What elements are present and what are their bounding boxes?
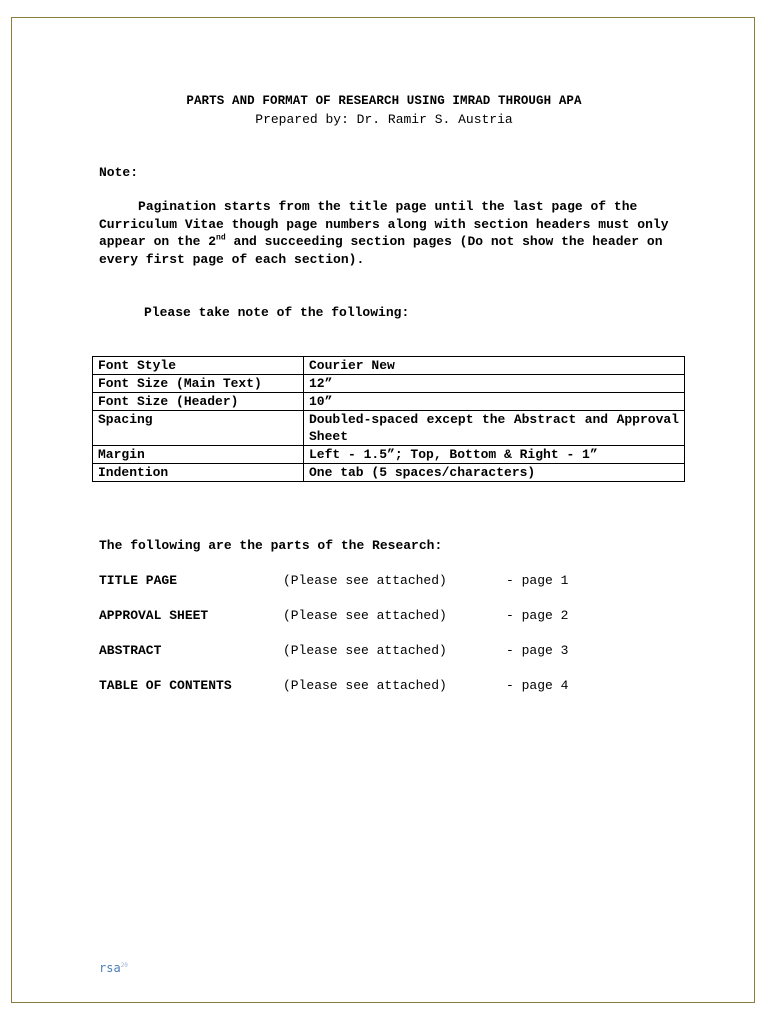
take-note-text: Please take note of the following: [144, 305, 410, 320]
table-cell-label: Indention [93, 464, 304, 482]
part-name: ABSTRACT [99, 643, 162, 658]
footer-initials [99, 961, 128, 975]
note-label: Note: [99, 165, 139, 180]
part-name: APPROVAL SHEET [99, 608, 209, 623]
part-note: (Please see attached) [283, 573, 447, 588]
part-name: TABLE OF CONTENTS [99, 678, 232, 693]
table-row [93, 446, 685, 464]
table-row [93, 464, 685, 482]
parts-intro: The following are the parts of the Research: [99, 538, 443, 553]
table-cell-label: Font Size (Header) [93, 393, 304, 411]
note-paragraph-part2: and succeeding section pages (Do not show the header on every first page of each section). [99, 234, 663, 267]
table-row [93, 375, 685, 393]
table-row [93, 393, 685, 411]
table-cell-value: Doubled-spaced except the Abstract and Approval Sheet [304, 411, 685, 446]
part-name: TITLE PAGE [99, 573, 178, 588]
footer-superscript: 20 [120, 962, 128, 969]
part-note: (Please see attached) [283, 608, 447, 623]
note-paragraph-superscript: nd [216, 233, 226, 243]
part-page: - page 3 [506, 643, 569, 658]
table-cell-label: Font Size (Main Text) [93, 375, 304, 393]
note-paragraph-part1: Pagination starts from the title page until the last page of the Curriculum Vitae though page numbers along with section headers must only appear on the 2 [99, 199, 669, 250]
part-note: (Please see attached) [283, 678, 447, 693]
part-page: - page 1 [506, 573, 569, 588]
document-title: PARTS AND FORMAT OF RESEARCH USING IMRAD THROUGH APA [186, 94, 582, 108]
part-note: (Please see attached) [283, 643, 447, 658]
note-paragraph [99, 198, 679, 268]
table-row [93, 411, 685, 446]
document-subtitle: Prepared by: Dr. Ramir S. Austria [255, 112, 513, 127]
table-cell-value: Left - 1.5”; Top, Bottom & Right - 1” [304, 446, 685, 464]
format-table [92, 356, 685, 482]
table-cell-value: One tab (5 spaces/characters) [304, 464, 685, 482]
table-cell-label: Spacing [93, 411, 304, 446]
table-row [93, 357, 685, 375]
table-cell-value: 10” [304, 393, 685, 411]
table-cell-label: Margin [93, 446, 304, 464]
part-page: - page 4 [506, 678, 569, 693]
footer-initials-text: rsa [99, 961, 121, 975]
part-page: - page 2 [506, 608, 569, 623]
table-cell-value: Courier New [304, 357, 685, 375]
table-cell-label: Font Style [93, 357, 304, 375]
table-cell-value: 12” [304, 375, 685, 393]
